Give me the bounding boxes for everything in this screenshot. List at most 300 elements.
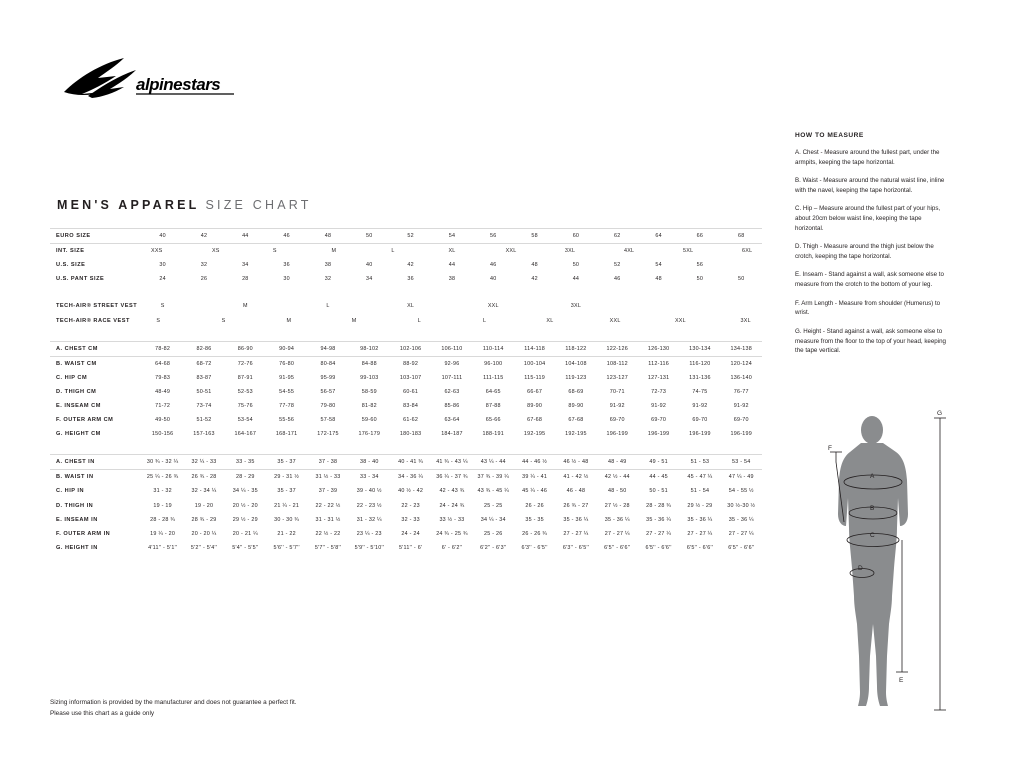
figure-label-g: G (937, 410, 943, 417)
table-cell: 54 (431, 229, 472, 244)
table-cell: 114-118 (514, 341, 555, 356)
table-row (50, 541, 762, 555)
table-cell: 41 ¾ - 43 ¼ (431, 455, 472, 470)
table-cell: 42 (531, 276, 538, 283)
table-cell: 29 ½ - 29 (232, 516, 258, 523)
table-cell: 72-76 (237, 360, 253, 367)
table-cell: 33 ½ - 33 (439, 516, 465, 523)
table-cell: 59-60 (361, 417, 377, 424)
row-label: INT. SIZE (56, 248, 85, 255)
table-cell: 157-163 (193, 431, 215, 438)
table-cell: 48 (531, 262, 538, 269)
table-cell: 188-191 (482, 431, 505, 438)
table-cell: 62-63 (444, 388, 460, 395)
table-cell: 44 (572, 276, 580, 283)
table-cell: 35 - 37 (277, 488, 296, 495)
table-cell: 5'9'' - 5'10'' (354, 544, 385, 551)
table-cell: 46 (614, 276, 621, 283)
row-label: E. INSEAM CM (56, 402, 101, 409)
table-cell: 28 - 28 ¾ (646, 502, 672, 509)
table-cell: 23 ¼ - 23 (356, 530, 382, 537)
how-to-measure-panel (795, 132, 947, 365)
table-cell: 35 - 36 ¼ (646, 516, 672, 523)
table-cell: 31 - 32 (153, 488, 172, 495)
table-cell: 30 (283, 276, 290, 283)
page-title (57, 196, 312, 214)
table-cell: 90-94 (266, 341, 307, 356)
table-cell: 66-67 (527, 388, 543, 395)
table-cell: 89-90 (568, 402, 584, 409)
table-cell: 36 (283, 262, 290, 269)
table-cell: XL (546, 317, 554, 324)
table-cell: 30 ¾ - 32 ¼ (142, 455, 183, 470)
table-cell: 27 - 27 ¼ (563, 530, 589, 537)
footer-line-1: Sizing information is provided by the manufacturer and does not guarantee a perfect fit. (50, 699, 297, 706)
how-to-measure-item: B. Waist - Measure around the natural waist line, inline with the navel, keeping the tape horizontal. (795, 177, 945, 194)
table-cell: 57-58 (320, 417, 336, 424)
table-cell: 5'2'' - 5'4'' (190, 544, 218, 551)
table-cell: 130-134 (679, 341, 720, 356)
table-cell: 30 - 30 ¾ (274, 516, 300, 523)
table-cell: 122-126 (597, 341, 638, 356)
table-cell: 26 - 26 ¾ (522, 530, 548, 537)
table-cell: 42 ½ - 44 (604, 474, 630, 481)
table-spacer (50, 328, 762, 342)
table-cell: 36 ¼ - 37 ¾ (436, 474, 468, 481)
table-cell: 32 - 33 (401, 516, 420, 523)
table-cell: 34 (242, 262, 249, 269)
row-label: EURO SIZE (50, 229, 142, 244)
table-cell: 6'5'' - 6'6'' (686, 544, 714, 551)
table-cell: 80-84 (320, 360, 336, 367)
table-cell: 31 - 32 ¼ (356, 516, 382, 523)
table-cell: 50 - 51 (649, 488, 668, 495)
table-cell: 49-50 (155, 417, 171, 424)
table-cell: 52 (390, 229, 431, 244)
table-cell: 32 - 34 ¼ (191, 488, 217, 495)
table-cell: 52 (614, 262, 621, 269)
table-cell (597, 299, 638, 313)
table-cell: 25 - 26 (484, 530, 503, 537)
table-cell: 50 (349, 229, 390, 244)
table-cell: 54 (655, 262, 662, 269)
table-cell: 196-199 (689, 431, 711, 438)
table-cell: 19 ¼ - 20 (150, 530, 176, 537)
table-cell: 79-83 (155, 374, 171, 381)
table-cell: 63-64 (444, 417, 460, 424)
table-cell: 150-156 (151, 431, 174, 438)
table-cell (431, 299, 472, 313)
table-cell: 33 - 34 (360, 474, 379, 481)
table-cell: 48 - 49 (597, 455, 638, 470)
row-label: E. INSEAM IN (56, 516, 98, 523)
table-cell: 95-99 (320, 374, 336, 381)
table-cell: 118-122 (555, 341, 596, 356)
table-row (50, 272, 762, 286)
table-cell: 28 - 28 ¾ (150, 516, 176, 523)
footer-disclaimer (50, 698, 297, 720)
table-cell: 102-106 (390, 341, 431, 356)
table-cell (501, 318, 534, 324)
table-cell: 42 - 43 ¾ (439, 488, 465, 495)
table-cell: 3XL (740, 317, 751, 324)
table-cell: M (286, 317, 292, 324)
table-cell: 77-78 (279, 402, 295, 409)
table-cell: 38 - 40 (349, 455, 390, 470)
table-cell: 89-90 (527, 402, 543, 409)
body-measurement-diagram (800, 410, 950, 720)
table-cell: 42 (183, 229, 224, 244)
table-cell: 37 - 38 (307, 455, 348, 470)
how-to-measure-items (795, 148, 947, 356)
table-cell: 87-91 (237, 374, 253, 381)
figure-label-c: C (870, 532, 875, 539)
table-cell: S (272, 248, 277, 255)
table-cell: 40 - 41 ¾ (390, 455, 431, 470)
table-row (50, 513, 762, 527)
table-cell: L (483, 317, 487, 324)
table-cell: 28 (242, 276, 249, 283)
table-row (50, 244, 762, 259)
table-cell: 84-88 (361, 360, 377, 367)
table-cell: XXS (150, 248, 163, 255)
table-cell: 180-183 (399, 431, 422, 438)
table-cell: 52-53 (237, 388, 253, 395)
row-label: G. HEIGHT CM (56, 431, 101, 438)
table-cell: 21 - 22 (277, 530, 296, 537)
table-cell: XXL (674, 317, 686, 324)
table-cell: 35 - 35 (525, 516, 544, 523)
size-chart-table-wrap (50, 228, 762, 555)
table-row (50, 313, 762, 327)
table-cell: 69-70 (609, 417, 625, 424)
table-cell: 64-65 (485, 388, 501, 395)
table-cell: 46 (266, 229, 307, 244)
table-cell (290, 248, 320, 254)
table-row (50, 484, 762, 498)
table-cell: 35 - 36 ¼ (604, 516, 630, 523)
svg-text:alpinestars: alpinestars (136, 75, 221, 94)
table-cell: 134-138 (721, 341, 762, 356)
table-cell: 4'11'' - 5'1'' (148, 544, 178, 551)
table-cell: 196-199 (606, 431, 629, 438)
how-to-measure-item: F. Arm Length - Measure from shoulder (Humerus) to wrist. (795, 299, 941, 317)
row-label: G. HEIGHT IN (56, 544, 98, 551)
table-cell: 5'7'' - 5'8'' (314, 544, 342, 551)
table-cell: 3XL (570, 303, 582, 310)
table-cell: S (156, 317, 161, 324)
table-cell: 39 - 40 ½ (356, 488, 382, 495)
table-cell: 20 - 21 ¼ (232, 530, 258, 537)
table-cell (175, 318, 208, 324)
row-label: TECH-AIR® STREET VEST (56, 303, 138, 310)
table-cell: 34 ¼ - 34 (480, 516, 506, 523)
table-cell: 54 - 55 ½ (728, 488, 754, 495)
table-cell: 184-187 (441, 431, 463, 438)
table-cell (231, 248, 261, 254)
how-to-measure-item: A. Chest - Measure around the fullest part, under the armpits, keeping the tape horizontal. (795, 149, 940, 166)
table-cell: 32 (200, 262, 208, 269)
table-cell: 192-195 (565, 431, 587, 438)
table-cell: 68-69 (568, 388, 584, 395)
table-cell: 38 (324, 262, 332, 269)
table-row (50, 356, 762, 371)
table-cell: 40 (490, 276, 497, 283)
table-row (50, 341, 762, 356)
table-cell: 83-84 (403, 402, 419, 409)
table-cell: 29 - 31 ½ (274, 474, 300, 481)
table-cell: 91-92 (609, 402, 625, 409)
table-cell: 196-199 (730, 431, 753, 438)
table-cell: 41 - 42 ½ (563, 474, 589, 481)
table-row (50, 527, 762, 541)
table-cell: 24 - 24 (401, 530, 420, 537)
table-cell: 49 - 51 (638, 455, 679, 470)
table-cell: 6' - 6'2'' (441, 544, 463, 551)
table-cell (408, 248, 438, 254)
table-cell: 126-130 (638, 341, 679, 356)
table-cell: L (391, 248, 395, 255)
table-cell: 110-114 (473, 341, 514, 356)
table-cell: 51 - 54 (690, 488, 710, 495)
table-cell: 103-107 (399, 374, 422, 381)
table-cell: S (160, 303, 165, 310)
table-cell: 30 ½-30 ½ (727, 502, 756, 509)
table-cell: XL (407, 303, 415, 310)
table-cell: 26 ¾ - 28 (191, 474, 217, 481)
table-cell: 6'5'' - 6'6'' (728, 544, 755, 551)
how-to-measure-heading: HOW TO MEASURE (795, 132, 864, 139)
table-cell: 6'3'' - 6'5'' (562, 544, 590, 551)
table-cell: 43 ¼ - 44 (473, 455, 514, 470)
table-cell (172, 248, 202, 254)
table-cell: 85-86 (444, 402, 460, 409)
figure-label-a: A (870, 473, 875, 480)
table-cell (721, 299, 762, 313)
table-cell: 34 - 36 ¼ (398, 474, 424, 481)
figure-label-d: D (858, 565, 863, 572)
table-cell: 31 ½ - 33 (315, 474, 341, 481)
how-to-measure-item: G. Height - Stand against a wall, ask someone else to measure from the floor to the top of your head, keeping the tape vertical. (795, 327, 946, 355)
table-cell: 68 (721, 229, 762, 244)
table-cell: 127-131 (647, 374, 670, 381)
table-cell: L (326, 303, 330, 310)
table-cell: 164-167 (234, 431, 257, 438)
table-cell: 136-140 (730, 374, 753, 381)
table-cell: 27 - 27 ¼ (604, 530, 630, 537)
table-cell: 27 - 27 ¼ (646, 530, 672, 537)
table-cell: 73-74 (196, 402, 212, 409)
row-values (142, 244, 762, 259)
table-cell: 26 - 26 (525, 502, 544, 509)
table-cell: 67-68 (568, 417, 584, 424)
table-cell: 69-70 (733, 417, 749, 424)
table-row (50, 371, 762, 385)
table-cell: XXL (609, 317, 621, 324)
footer-line-2: Please use this chart as a guide only (50, 709, 155, 717)
table-row (50, 258, 762, 272)
table-cell: 25 - 25 (484, 502, 503, 509)
table-cell: 61-62 (403, 417, 419, 424)
figure-label-e: E (899, 677, 904, 684)
table-cell: 92-96 (444, 360, 460, 367)
table-cell: 22 - 22 ½ (315, 502, 341, 509)
table-cell: 53-54 (237, 417, 253, 424)
table-cell: 26 ¾ - 27 (563, 502, 589, 509)
table-cell: 76-80 (279, 360, 295, 367)
row-label: A. CHEST IN (50, 455, 142, 470)
table-cell: 28 - 29 (236, 474, 255, 481)
table-cell: 27 - 27 ¼ (687, 530, 713, 537)
table-cell: 91-92 (733, 402, 749, 409)
table-cell: XXL (487, 303, 499, 310)
table-cell (697, 318, 730, 324)
table-cell: 5'4'' - 5'5'' (232, 544, 259, 551)
table-cell: 46 (490, 262, 497, 269)
table-cell: 82-86 (183, 341, 224, 356)
table-cell: 62 (597, 229, 638, 244)
table-cell: 70-71 (609, 388, 625, 395)
row-values (142, 313, 762, 327)
table-cell: 5'6'' - 5'7'' (273, 544, 300, 551)
table-cell: 32 ¼ - 33 (183, 455, 224, 470)
table-row (50, 455, 762, 470)
table-cell: 40 (366, 262, 373, 269)
row-label: B. WAIST IN (56, 474, 94, 481)
row-label: TECH-AIR® RACE VEST (56, 317, 130, 324)
table-cell: 94-98 (307, 341, 348, 356)
title-main: MEN'S APPAREL (57, 198, 200, 212)
table-cell: XS (211, 248, 220, 255)
table-cell (631, 318, 664, 324)
table-cell: 3XL (564, 248, 576, 255)
table-cell: 6'2'' - 6'3'' (480, 544, 507, 551)
table-cell: 66 (679, 229, 720, 244)
how-to-measure-item: C. Hip – Measure around the fullest part of your hips, about 20cm below waist line, keeping the tape horizontal. (795, 205, 941, 232)
row-label: U.S. SIZE (56, 262, 86, 269)
table-cell: 60 (555, 229, 596, 244)
table-cell: 196-199 (647, 431, 670, 438)
table-cell (349, 299, 390, 313)
table-row (50, 470, 762, 485)
table-cell: 35 - 36 ¼ (563, 516, 589, 523)
table-cell: 22 - 23 ½ (356, 502, 382, 509)
table-cell: 25 ¼ - 26 ¾ (146, 474, 179, 481)
table-cell: 6'5'' - 6'6'' (604, 544, 631, 551)
table-cell: M (242, 303, 248, 310)
table-cell: 168-171 (275, 431, 298, 438)
table-cell: XXL (505, 248, 517, 255)
table-cell (370, 318, 403, 324)
table-cell: 50 (696, 276, 704, 283)
table-cell: 107-111 (441, 374, 463, 381)
size-chart-table (50, 228, 762, 555)
row-label: D. THIGH CM (56, 388, 97, 395)
table-cell: 79-80 (320, 402, 336, 409)
table-cell: 50-51 (196, 388, 212, 395)
table-cell: 48 (307, 229, 348, 244)
table-cell: 19 - 19 (153, 502, 172, 509)
table-cell: 48 (655, 276, 662, 283)
table-cell: 47 ¼ - 49 (728, 474, 754, 481)
table-cell: 40 (142, 229, 183, 244)
table-cell: 43 ¾ - 45 ¼ (477, 488, 510, 495)
table-cell: 32 (324, 276, 332, 283)
table-cell: 24 (159, 276, 166, 283)
table-cell: 40 ½ - 42 (398, 488, 424, 495)
table-cell: 45 ¼ - 46 (522, 488, 548, 495)
table-cell: 20 ½ - 20 (232, 502, 258, 509)
table-cell (436, 318, 469, 324)
table-cell: 68-72 (196, 360, 212, 367)
table-cell: 55-56 (279, 417, 295, 424)
table-cell: 21 ¼ - 21 (274, 502, 300, 509)
table-cell (566, 318, 599, 324)
table-cell (240, 318, 273, 324)
how-to-measure-item: E. Inseam - Stand against a wall, ask someone else to measure from the crotch to the bottom of your leg. (795, 271, 944, 289)
table-cell: 31 - 31 ½ (315, 516, 341, 523)
table-cell: 116-120 (689, 360, 711, 367)
table-cell: 19 - 20 (194, 502, 214, 509)
table-cell: 34 (366, 276, 373, 283)
table-cell: 53 - 54 (721, 455, 762, 470)
table-cell: M (351, 317, 357, 324)
table-row (50, 427, 762, 441)
table-cell: 56 (696, 262, 704, 269)
table-cell: 54-55 (279, 388, 295, 395)
table-cell: L (417, 317, 421, 324)
table-row (50, 399, 762, 413)
row-label: D. THIGH IN (56, 502, 94, 509)
table-cell: 36 (407, 276, 414, 283)
table-cell: 29 ½ - 29 (687, 502, 713, 509)
table-cell (349, 248, 379, 254)
table-cell: 45 - 47 ¼ (687, 474, 713, 481)
table-cell: 35 - 36 ¼ (687, 516, 713, 523)
row-label: C. HIP IN (56, 488, 85, 495)
table-row (50, 385, 762, 399)
table-cell: 28 ¾ - 29 (191, 516, 217, 523)
table-cell: 115-119 (524, 374, 545, 381)
row-label: C. HIP CM (56, 374, 88, 381)
table-cell: 71-72 (155, 402, 171, 409)
table-cell: 104-108 (565, 360, 587, 367)
table-cell: 37 ¾ - 39 ¼ (477, 474, 510, 481)
table-cell: 64-68 (155, 360, 171, 367)
table-cell: 91-92 (692, 402, 708, 409)
table-spacer (50, 286, 762, 299)
table-cell (585, 248, 615, 254)
table-cell: 56 (473, 229, 514, 244)
table-cell (721, 258, 762, 272)
table-cell: 35 - 36 ¼ (728, 516, 754, 523)
table-cell (644, 248, 674, 254)
table-cell: 65-66 (485, 417, 501, 424)
table-cell: 176-179 (358, 431, 381, 438)
table-cell: 48-49 (155, 388, 171, 395)
table-cell: 99-103 (360, 374, 379, 381)
table-cell: 60-61 (403, 388, 419, 395)
figure-label-b: B (870, 505, 875, 512)
table-cell (638, 299, 679, 313)
table-cell (514, 299, 555, 313)
table-cell: 69-70 (651, 417, 667, 424)
table-cell: 22 - 23 (401, 502, 420, 509)
row-label: U.S. PANT SIZE (56, 276, 105, 283)
table-cell: 46 ½ - 48 (555, 455, 596, 470)
table-cell: S (221, 317, 226, 324)
table-cell (266, 299, 307, 313)
